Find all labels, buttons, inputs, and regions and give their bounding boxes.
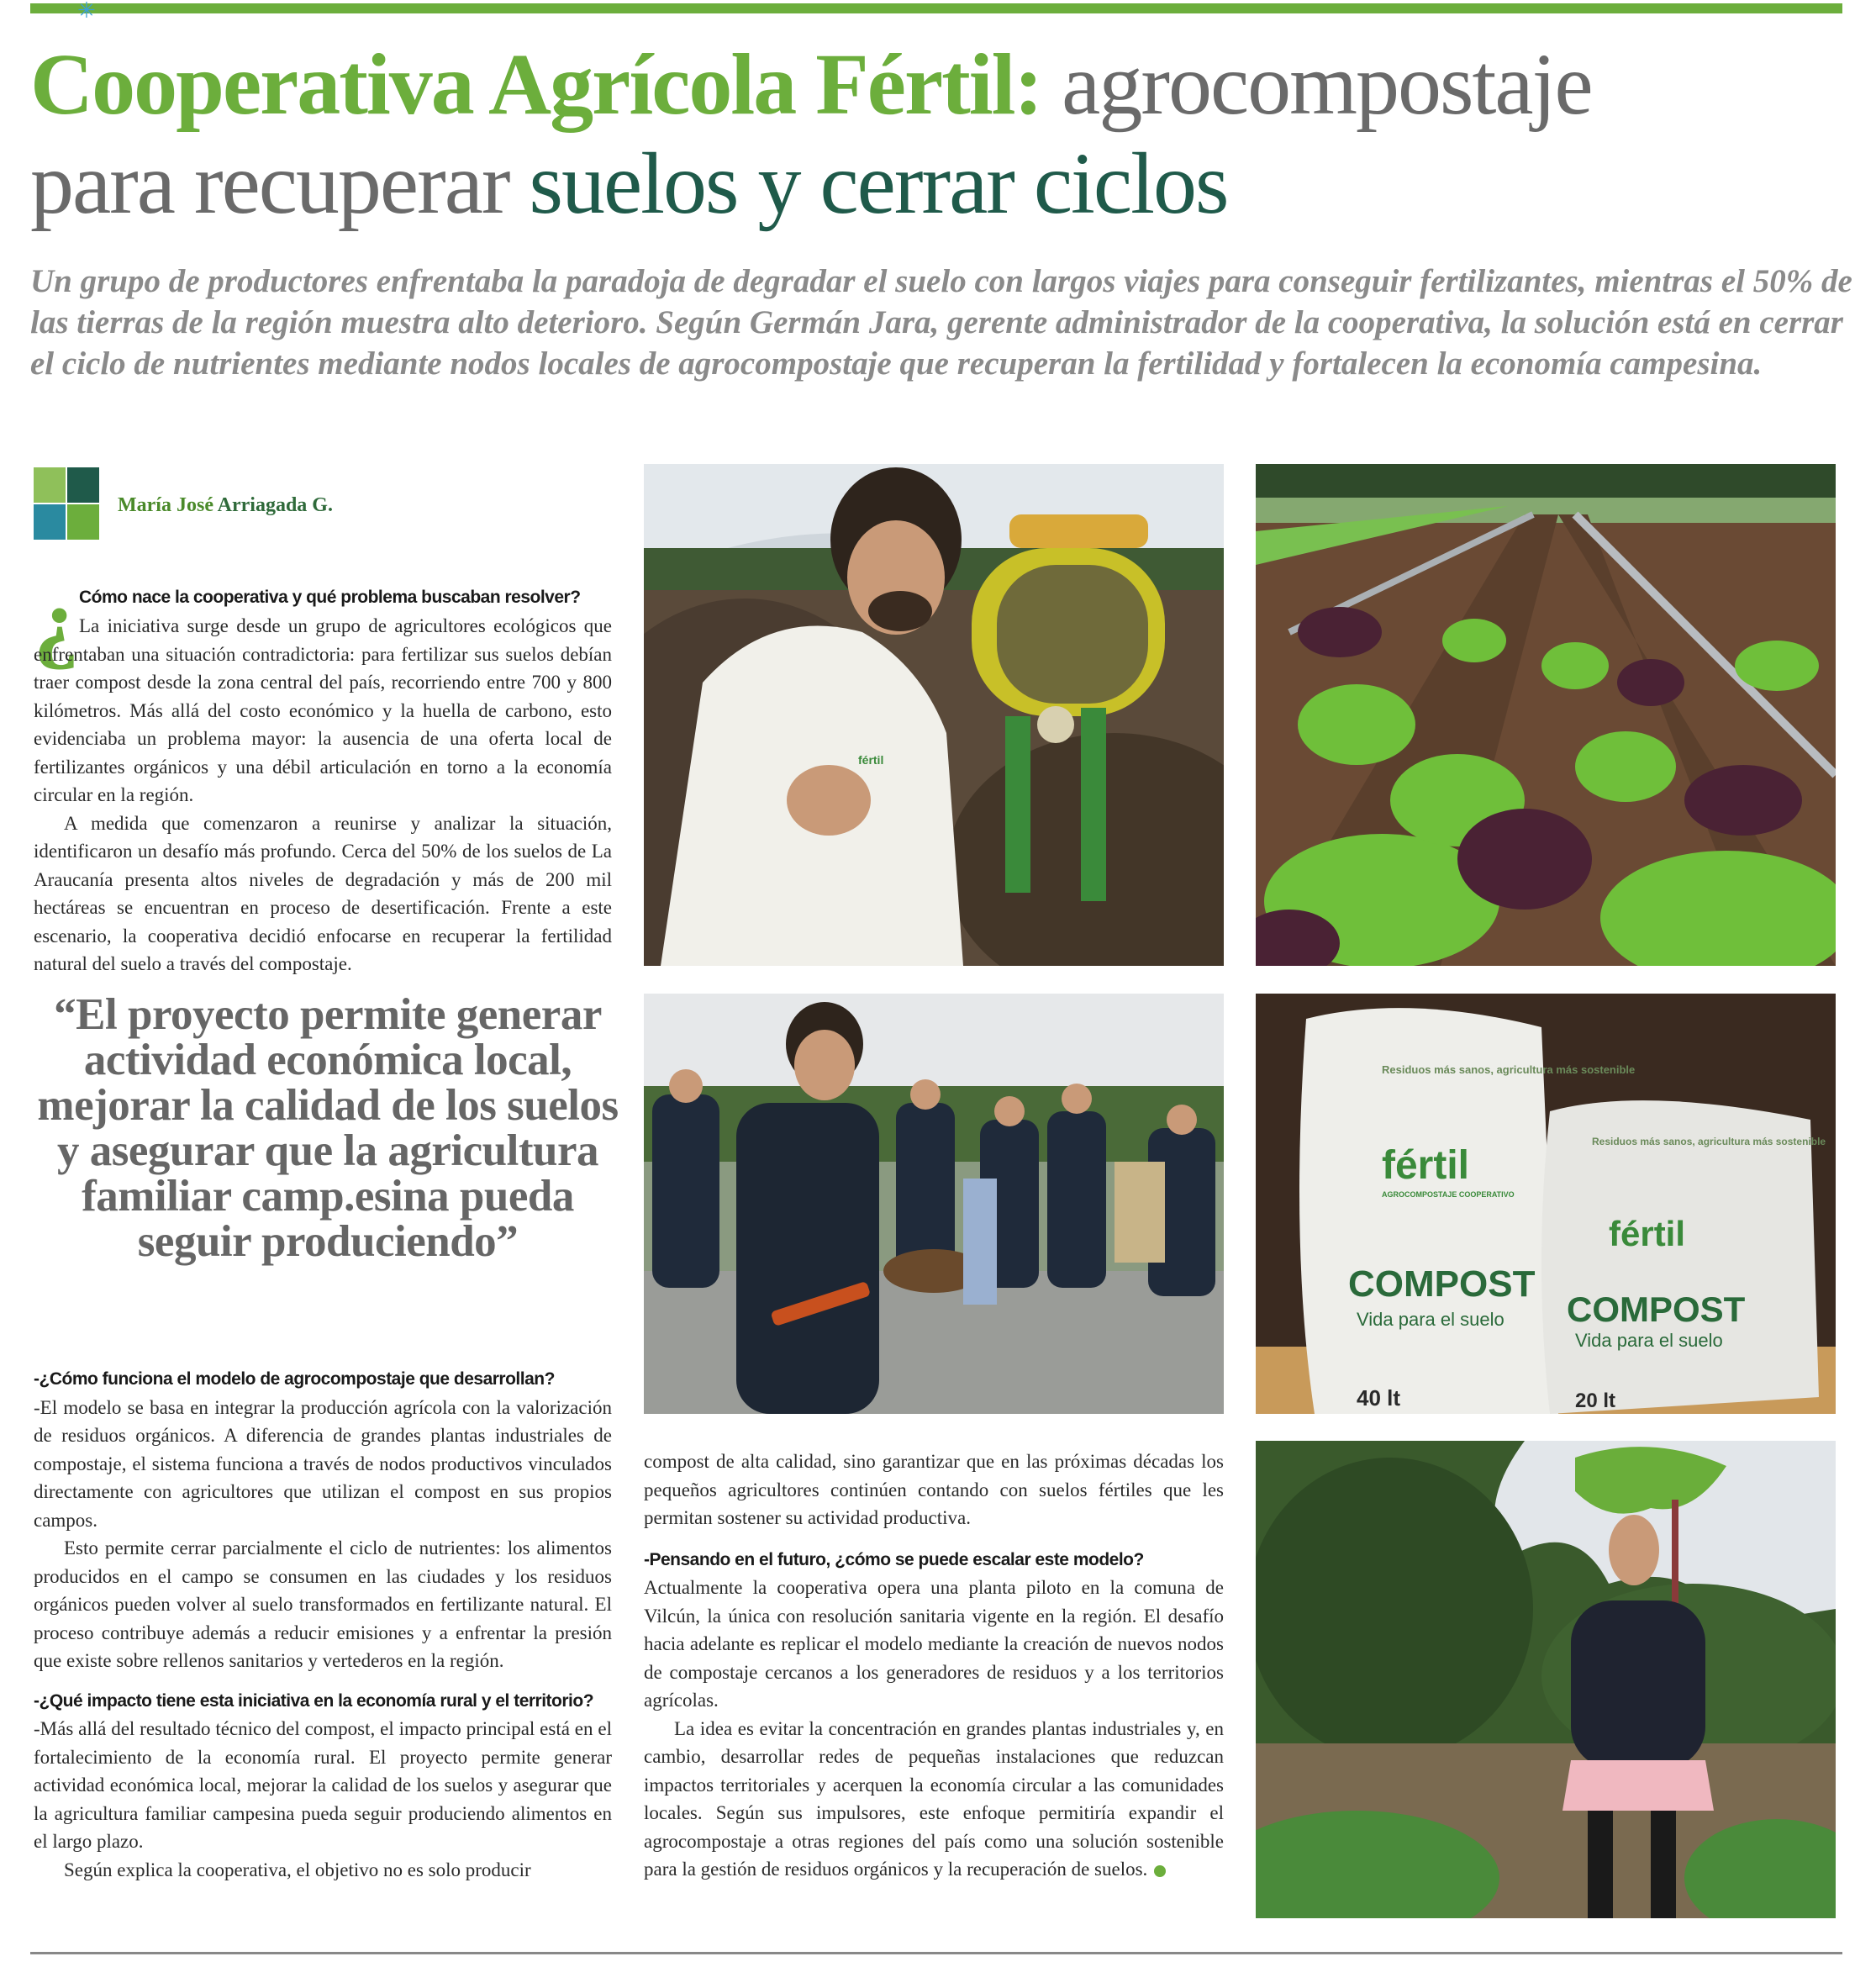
author-name — [118, 494, 333, 517]
photo-lettuce-field — [1256, 464, 1836, 966]
bag1-top-text: Residuos más sanos, agricultura más sostenible — [1382, 1063, 1636, 1076]
question-1: Cómo nace la cooperativa y qué problema buscaban resolver? — [79, 588, 581, 607]
cooperative-logo-icon — [34, 467, 101, 541]
bag1-label: COMPOST — [1348, 1263, 1536, 1305]
headline-brand: Cooperativa Agrícola Fértil: — [30, 36, 1042, 133]
end-mark-icon — [1154, 1865, 1166, 1877]
section-2-p1: -El modelo se basa en integrar la producción agrícola con la valorización de residuos orgánicos. A diferencia de grandes plantas industriales de compostaje, el sistema funciona a través de nodos productivos vinculados directamente con agricultores que utilizan el compost en sus propios campos. — [34, 1396, 612, 1531]
section-3-p1: -Más allá del resultado técnico del compost, el impacto principal está en el fortalecimiento de la economía rural. El proyecto permite generar actividad económica local, mejorar la calidad de los suelos y asegurar que la agricultura familiar campesina pueda seguir produciendo alimentos en el largo plazo. — [34, 1718, 612, 1852]
dropcap: ¿ — [34, 571, 79, 671]
bag1-brand: fértil — [1382, 1143, 1470, 1188]
section-2-p2: Esto permite cerrar parcialmente el ciclo de nutrientes: los alimentos producidos en el campo se consumen en las ciudades y los residuos orgánicos pueden volver al suelo transformados en fertilizante natural. El proceso contribuye además a reducir emisiones y a enfrentar la presión que existe sobre rellenos sanitarios y vertederos en la región. — [34, 1537, 612, 1671]
section-3-p2: Según explica la cooperativa, el objetivo no es solo producir — [64, 1859, 531, 1880]
bag1-size: 40 lt — [1357, 1385, 1401, 1411]
column-left-bottom — [34, 1365, 612, 1884]
author-last: Arriagada G. — [217, 494, 333, 516]
lead-paragraph: Un grupo de productores enfrentaba la paradoja de degradar el suelo con largos viajes para conseguir fertilizantes, mientras el 50% de las tierras de la región muestra alto deterioro. Según Germán Jara, gerente administrador de la cooperativa, la solución está en cerrar el ciclo de nutrientes mediante nodos locales de agrocompostaje que recuperan la fertilidad y fortalecen la economía campesina. — [30, 263, 1852, 382]
photo-man-sifter — [644, 464, 1224, 966]
sparkle-icon: ✳ — [77, 0, 96, 24]
photo-woman-leaf — [1256, 1441, 1836, 1918]
bag1-tagline: Vida para el suelo — [1357, 1309, 1504, 1330]
author-first: María José — [118, 494, 213, 516]
bag2-tagline: Vida para el suelo — [1575, 1330, 1723, 1351]
middle-p-cont: compost de alta calidad, sino garantizar que en las próximas décadas los pequeños agricultores continúen contando con suelos fértiles que les permitan sostener su actividad productiva. — [644, 1451, 1224, 1528]
middle-p1: Actualmente la cooperativa opera una planta piloto en la comuna de Vilcún, la única con resolución sanitaria vigente en la región. El desafío hacia adelante es replicar el modelo mediante la creación de nuevos nodos de compostaje cercanos a los generadores de residuos y a los territorios agrícolas. — [644, 1577, 1224, 1711]
pull-quote: “El proyecto permite generar actividad económica local, mejorar la calidad de los suelos y asegurar que la agricultura familiar camp.esina pueda seguir produciendo” — [37, 990, 619, 1266]
headline-part3: suelos y cerrar ciclos — [529, 135, 1228, 232]
section-1-p2: A medida que comenzaron a reunirse y analizar la situación, identificaron un desafío más profundo. Cerca del 50% de los suelos de La Araucanía presenta altos niveles de degradación y más de 200 mil hectáreas se encuentran en proceso de desertificación. Frente a este escenario, la cooperativa decidió enfocarse en recuperar la fertilidad natural del suelo a través del compostaje. — [34, 812, 612, 974]
byline — [34, 464, 622, 545]
shirt-logo: fértil — [858, 753, 884, 767]
headline-part1: agrocompostaje — [1041, 36, 1592, 133]
middle-p2: La idea es evitar la concentración en grandes plantas industriales y, en cambio, desarrollar redes de pequeñas instalaciones que reduzcan impactos territoriales y acerquen la economía circular a las comunidades locales. Según sus impulsores, este enfoque permitiría expandir el agrocompostaje a otras regiones del país como una solución sostenible para la gestión de residuos orgánicos y la recuperación de suelos. — [644, 1717, 1224, 1880]
question-4: -Pensando en el futuro, ¿cómo se puede escalar este modelo? — [644, 1549, 1144, 1569]
photo-group-shovel — [644, 994, 1224, 1414]
section-1-p1: La iniciativa surge desde un grupo de agricultores ecológicos que enfrentaban una situación contradictoria: para fertilizar sus suelos debían traer compost desde la zona central del país, recorriendo entre 700 y 800 kilómetros. Más allá del costo económico y la huella de carbono, esto evidenciaba un problema mayor: la ausencia de una oferta local de fertilizantes orgánicos y una débil articulación en torno a la economía circular en la región. — [34, 615, 612, 805]
headline — [30, 35, 1854, 234]
bag2-size: 20 lt — [1575, 1390, 1616, 1412]
column-left-top — [79, 583, 612, 612]
bag1-sub: AGROCOMPOSTAJE COOPERATIVO — [1382, 1190, 1515, 1199]
top-rule — [30, 3, 1842, 13]
column-middle — [644, 1448, 1224, 1884]
question-3: -¿Qué impacto tiene esta iniciativa en la economía rural y el territorio? — [34, 1690, 594, 1711]
question-2: -¿Cómo funciona el modelo de agrocompostaje que desarrollan? — [34, 1369, 555, 1389]
section-1-body — [34, 612, 612, 978]
bottom-rule — [30, 1952, 1842, 1954]
bag2-top-text: Residuos más sanos, agricultura más sostenible — [1592, 1136, 1826, 1147]
bag2-brand: fértil — [1609, 1214, 1686, 1253]
bag2-label: COMPOST — [1567, 1289, 1746, 1329]
headline-part2: para recuperar — [30, 135, 530, 232]
photo-compost-bags — [1256, 994, 1836, 1414]
